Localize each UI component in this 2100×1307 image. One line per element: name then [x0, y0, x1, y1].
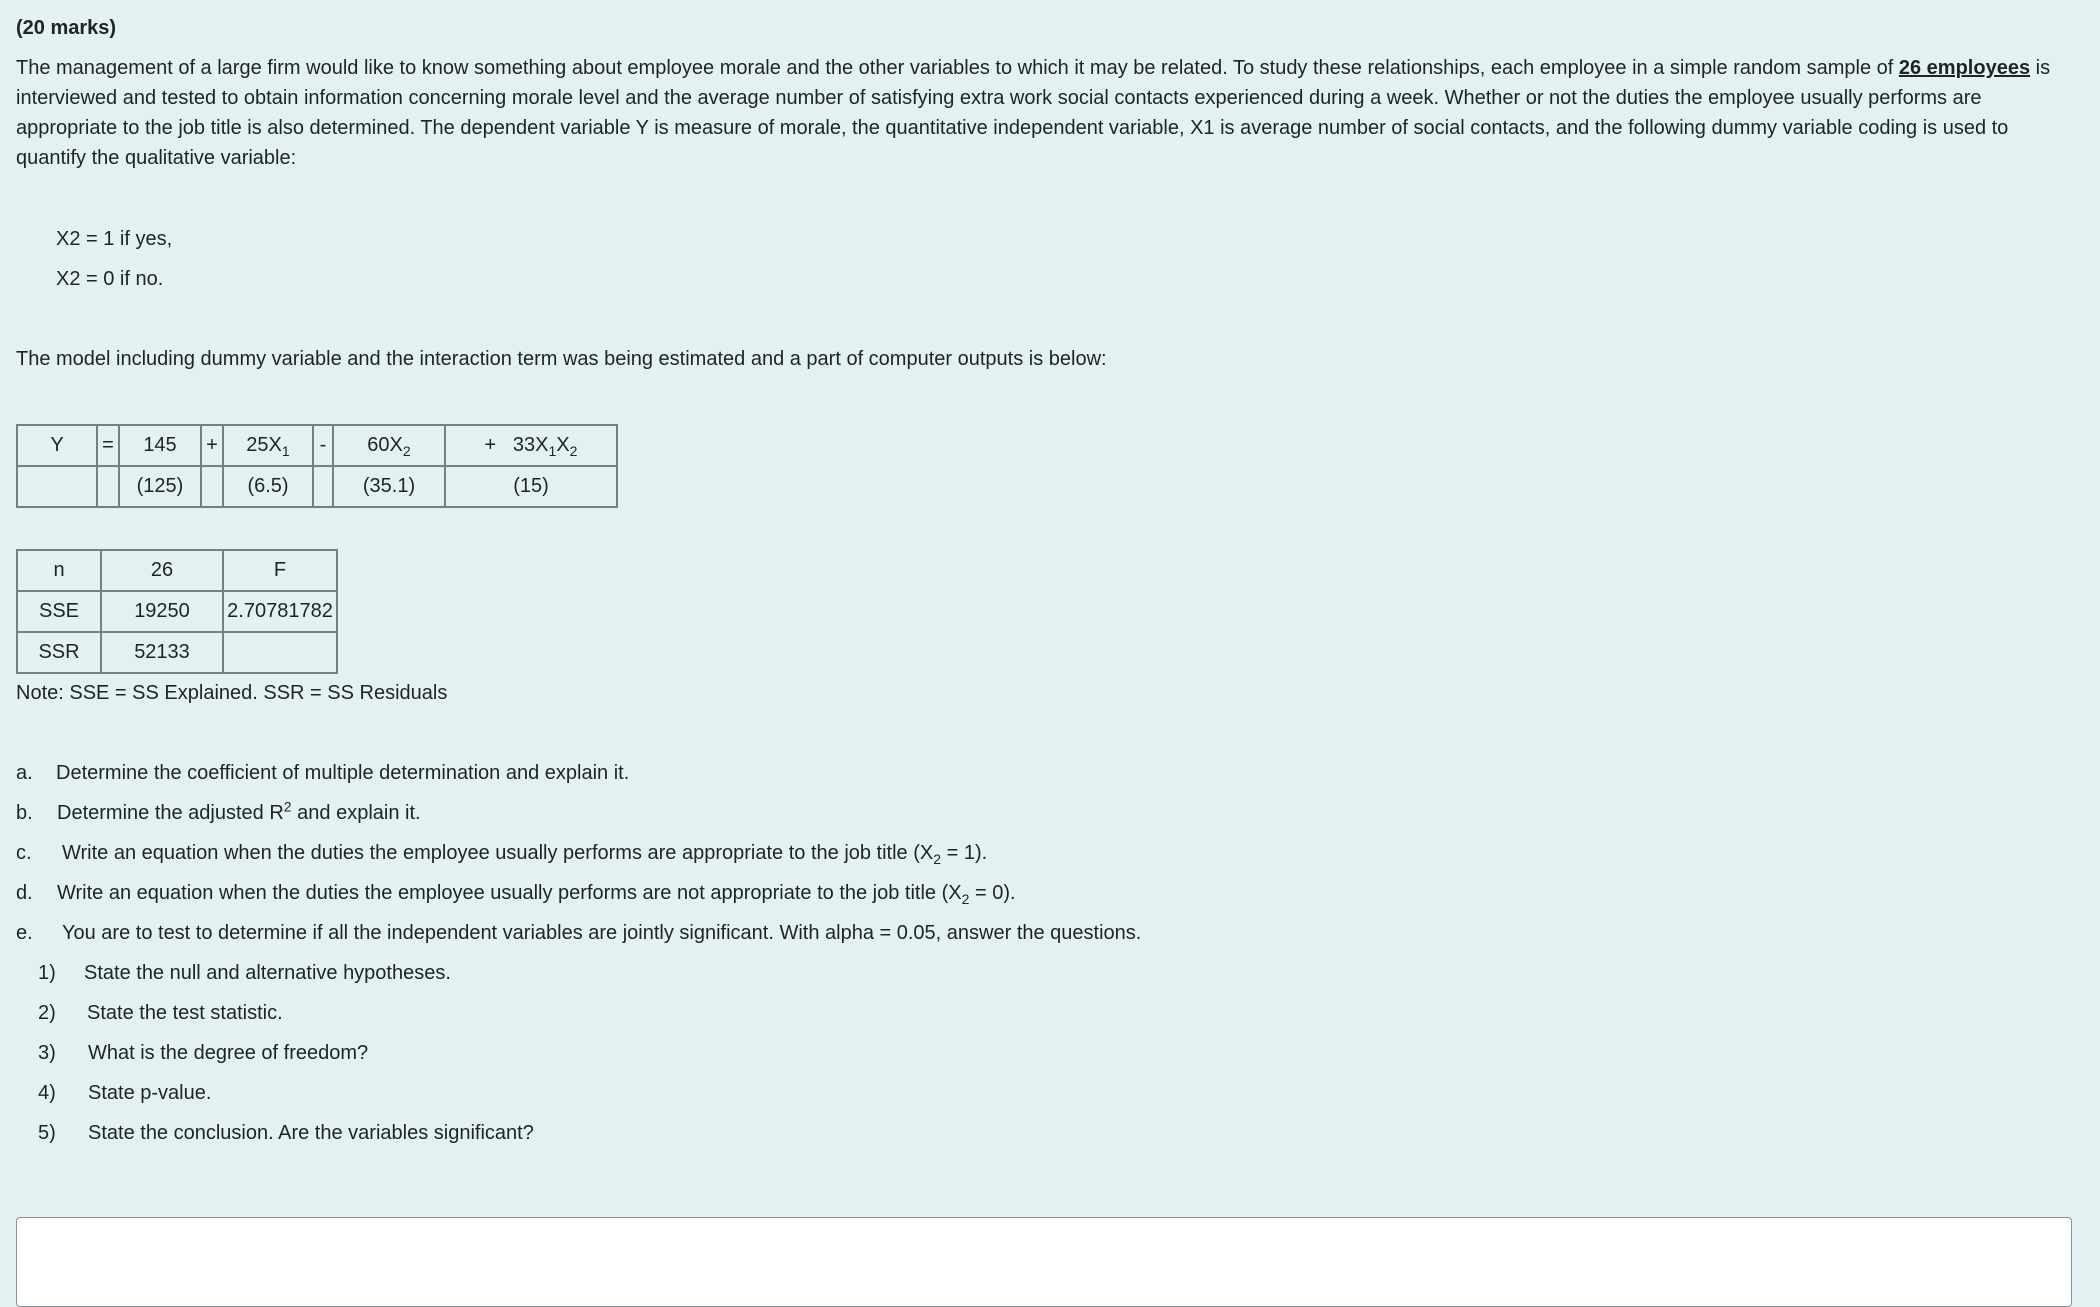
sub-question-text: State the conclusion. Are the variables significant? — [88, 1122, 534, 1144]
question-text: You are to test to determine if all the independent variables are jointly significant. With alpha = 0.05, answer the questions. — [62, 922, 1142, 944]
plus-sign-cell: + — [201, 425, 223, 466]
intro-text-part2: is interviewed and tested to obtain information concerning morale level and the average number of satisfying extra work social contacts experienced during a week. Whether or not the duties the employee usually performs are appropriate to the job title is also determined. The dependent variable Y is measure of morale, the quantitative independent variable, X1 is average number of social contacts, and the following dummy variable coding is used to quantify the qualitative variable: — [16, 57, 2051, 169]
f-value-cell: 2.70781782 — [223, 591, 337, 632]
table-note: Note: SSE = SS Explained. SSR = SS Residuals — [16, 682, 448, 704]
question-text: Determine the coefficient of multiple determination and explain it. — [56, 762, 630, 784]
model-intro-text: The model including dummy variable and the interaction term was being estimated and a part of computer outputs is below: — [16, 348, 1107, 370]
question-a — [16, 758, 629, 788]
question-c — [16, 838, 987, 868]
dummy-coding-yes: X2 = 1 if yes, — [56, 228, 173, 250]
question-e — [16, 918, 1141, 948]
regression-model-table — [16, 424, 618, 508]
empty-cell — [17, 466, 97, 507]
interaction-coefficient-cell: + $33X_1X_2$ — [445, 425, 617, 466]
sse-label-cell: SSE — [17, 591, 101, 632]
question-b — [16, 798, 421, 828]
anova-summary-table — [16, 549, 338, 674]
question-text: Determine the adjusted $R^2$ and explain it. — [57, 798, 421, 824]
question-label: b. — [16, 802, 33, 824]
question-label: e. — [16, 922, 33, 944]
sub-question-label: 1) — [38, 962, 56, 984]
intro-paragraph — [16, 53, 2082, 173]
question-label: a. — [16, 762, 33, 784]
sub-question-label: 4) — [38, 1082, 56, 1104]
empty-cell — [313, 466, 333, 507]
dummy-coding-no: X2 = 0 if no. — [56, 268, 164, 290]
question-label: c. — [16, 842, 32, 864]
intercept-cell: 145 — [119, 425, 201, 466]
sub-question-text: What is the degree of freedom? — [88, 1042, 369, 1064]
sub-question-5 — [38, 1118, 534, 1148]
minus-sign-cell: - — [313, 425, 333, 466]
sub-question-3 — [38, 1038, 368, 1068]
empty-cell — [201, 466, 223, 507]
sub-question-text: State p-value. — [88, 1082, 212, 1104]
sub-question-2 — [38, 998, 283, 1028]
interaction-se-cell: (15) — [445, 466, 617, 507]
empty-cell — [97, 466, 119, 507]
model-standard-error-row — [17, 466, 617, 507]
model-coefficient-row — [17, 425, 617, 466]
stats-row-ssr — [17, 632, 337, 673]
sample-size-emphasis: 26 employees — [1898, 57, 2031, 79]
ssr-value-cell: 52133 — [101, 632, 223, 673]
empty-cell — [223, 632, 337, 673]
sse-value-cell: 19250 — [101, 591, 223, 632]
question-d — [16, 878, 1016, 908]
x2-se-cell: (35.1) — [333, 466, 445, 507]
intercept-se-cell: (125) — [119, 466, 201, 507]
question-text: Write an equation when the duties the employee usually performs are appropriate to the job title $(X_2 = 1)$. — [62, 842, 988, 867]
answer-textarea[interactable] — [16, 1217, 2072, 1307]
n-label-cell: n — [17, 550, 101, 591]
equals-sign-cell: = — [97, 425, 119, 466]
sub-question-label: 5) — [38, 1122, 56, 1144]
n-value-cell: 26 — [101, 550, 223, 591]
intro-text-part1: The management of a large firm would like to know something about employee morale and the other variables to which it may be related. To study these relationships, each employee in a simple random sample of — [16, 57, 1899, 79]
stats-row-sse — [17, 591, 337, 632]
x1-se-cell: (6.5) — [223, 466, 313, 507]
question-text: Write an equation when the duties the employee usually performs are not appropriate to the job title $(X_2 = 0)$. — [57, 882, 1016, 907]
dependent-variable-cell: Y — [17, 425, 97, 466]
sub-question-text: State the null and alternative hypotheses. — [84, 962, 451, 984]
ssr-label-cell: SSR — [17, 632, 101, 673]
stats-row-n — [17, 550, 337, 591]
sub-question-4 — [38, 1078, 211, 1108]
sub-question-label: 3) — [38, 1042, 56, 1064]
marks-label: (20 marks) — [16, 17, 117, 39]
sub-question-text: State the test statistic. — [87, 1002, 283, 1024]
question-label: d. — [16, 882, 33, 904]
x1-coefficient-cell: $25X_1$ — [223, 425, 313, 466]
x2-coefficient-cell: $60X_2$ — [333, 425, 445, 466]
f-label-cell: F — [223, 550, 337, 591]
sub-question-label: 2) — [38, 1002, 56, 1024]
sub-question-1 — [38, 958, 451, 988]
